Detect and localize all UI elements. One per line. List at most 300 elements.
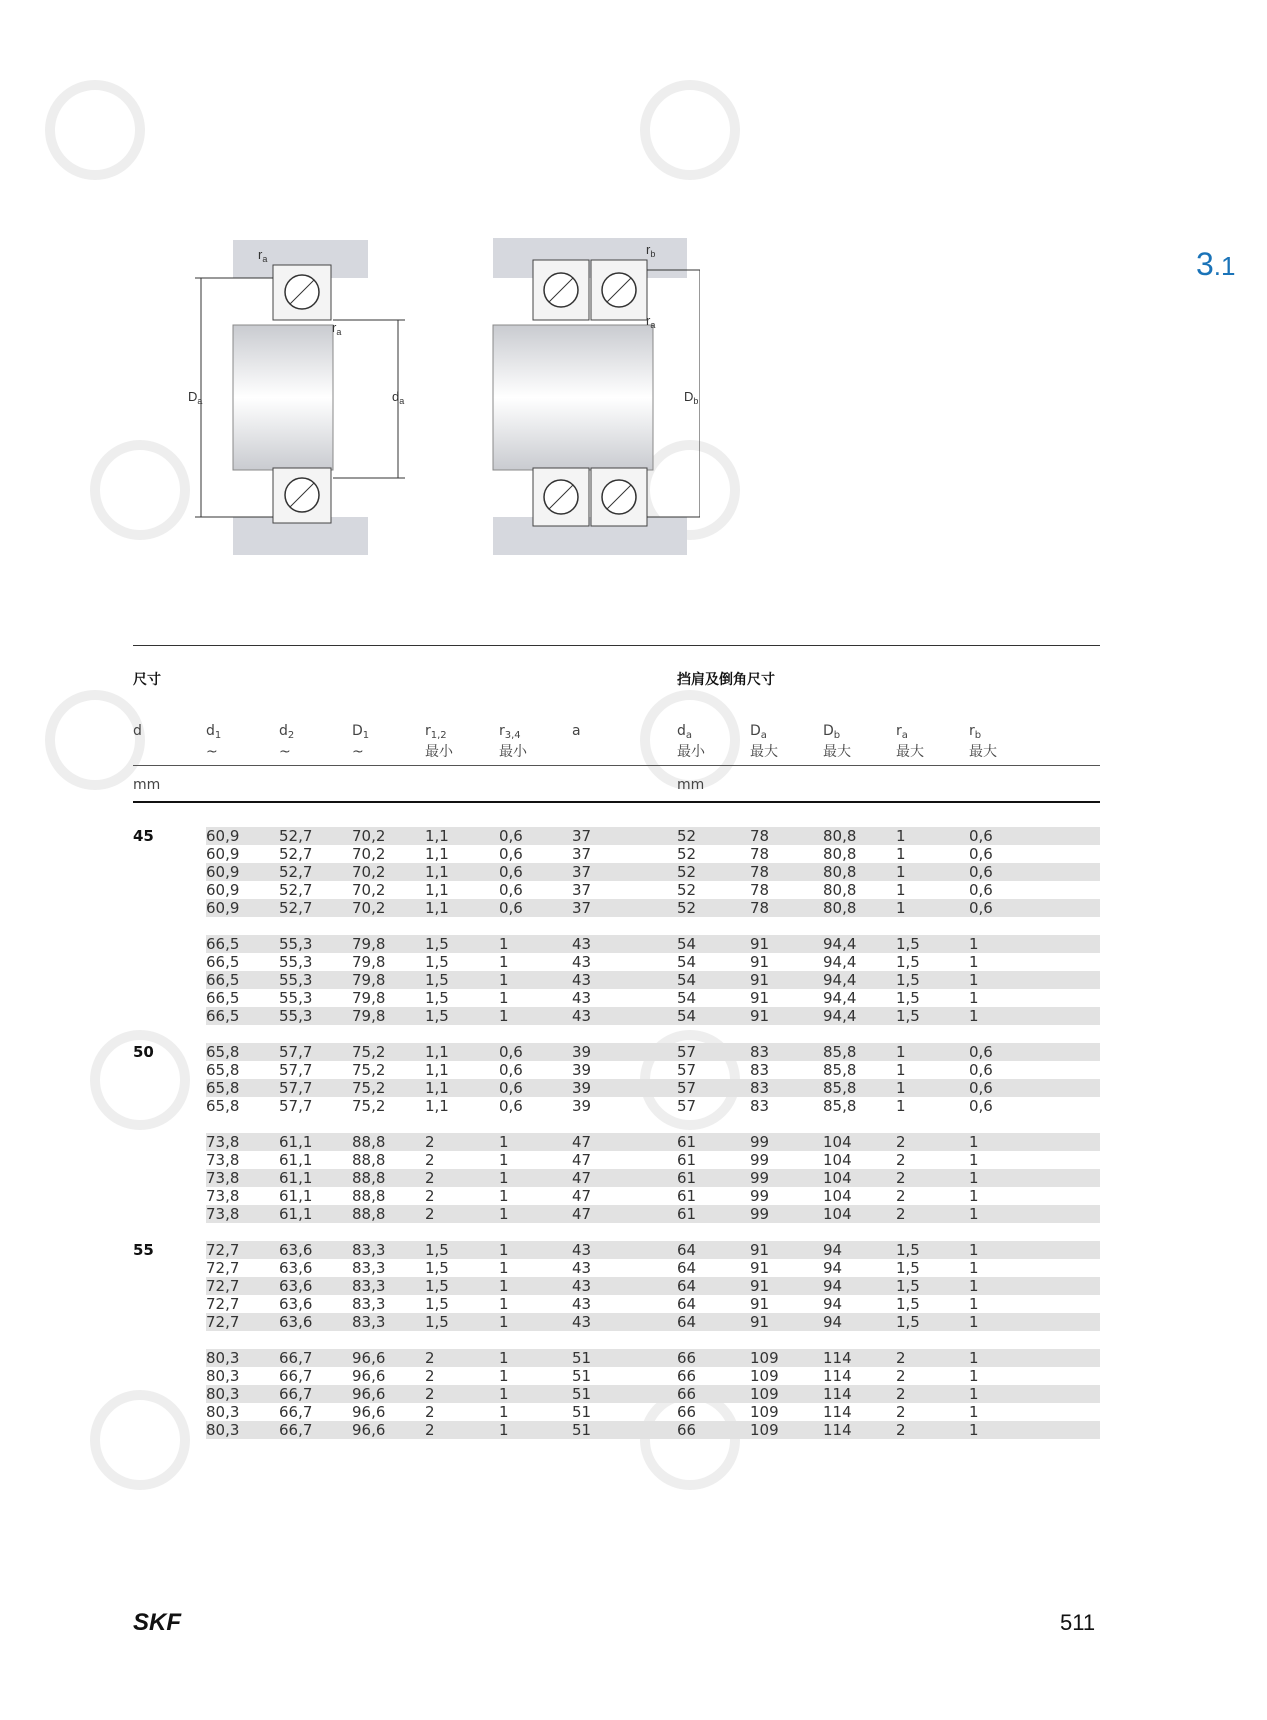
cell-ra: 2 [896, 1169, 906, 1187]
cell-r34: 0,6 [499, 827, 523, 845]
table-row [206, 1079, 1100, 1097]
cell-r12: 2 [425, 1349, 435, 1367]
cell-a: 37 [572, 881, 592, 899]
column-header-label: r [896, 723, 902, 739]
cell-rb: 1 [969, 1151, 979, 1169]
cell-a: 43 [572, 1295, 592, 1313]
cell-a: 51 [572, 1367, 592, 1385]
cell-r12: 1,5 [425, 1259, 449, 1277]
cell-d2: 55,3 [279, 1007, 313, 1025]
column-header-D1 [352, 723, 369, 761]
cell-da: 61 [677, 1187, 697, 1205]
column-header-label: a [572, 723, 581, 739]
cell-a: 43 [572, 1277, 592, 1295]
column-header-qualifier: 最大 [896, 744, 924, 760]
cell-Da: 78 [750, 899, 770, 917]
column-header-label: D [352, 723, 363, 739]
table-row [206, 899, 1100, 917]
table-row [206, 845, 1100, 863]
table-row [206, 989, 1100, 1007]
cell-r12: 1,5 [425, 1277, 449, 1295]
cell-r34: 1 [499, 1313, 509, 1331]
table-row [206, 1367, 1100, 1385]
cell-da: 52 [677, 863, 697, 881]
cell-da: 64 [677, 1313, 697, 1331]
table-row [206, 971, 1100, 989]
cell-a: 51 [572, 1403, 592, 1421]
cell-da: 64 [677, 1241, 697, 1259]
thick-rule [133, 801, 1100, 803]
cell-d1: 73,8 [206, 1187, 240, 1205]
column-header-qualifier: ~ [206, 744, 218, 760]
column-header-qualifier: 最小 [499, 744, 527, 760]
cell-r34: 1 [499, 1349, 509, 1367]
cell-d2: 57,7 [279, 1043, 313, 1061]
column-header-r12 [425, 723, 453, 761]
cell-da: 52 [677, 899, 697, 917]
cell-Da: 99 [750, 1151, 770, 1169]
table-row [206, 1421, 1100, 1439]
cell-r12: 2 [425, 1187, 435, 1205]
column-header-subscript: a [901, 730, 908, 741]
cell-d1: 65,8 [206, 1097, 240, 1115]
cell-Da: 99 [750, 1187, 770, 1205]
cell-Da: 109 [750, 1367, 779, 1385]
cell-d1: 72,7 [206, 1277, 240, 1295]
cell-ra: 1 [896, 827, 906, 845]
cell-D1: 70,2 [352, 827, 386, 845]
cell-Db: 94 [823, 1277, 843, 1295]
cell-ra: 2 [896, 1349, 906, 1367]
cell-d2: 52,7 [279, 881, 313, 899]
cell-d1: 73,8 [206, 1151, 240, 1169]
table-row [206, 1133, 1100, 1151]
cell-Db: 94 [823, 1295, 843, 1313]
column-header-subscript: 1,2 [430, 730, 447, 741]
cell-da: 64 [677, 1259, 697, 1277]
cell-a: 43 [572, 935, 592, 953]
cell-D1: 88,8 [352, 1205, 386, 1223]
cell-d1: 73,8 [206, 1205, 240, 1223]
cell-Db: 80,8 [823, 827, 857, 845]
column-header-qualifier: 最大 [823, 744, 851, 760]
cell-d2: 61,1 [279, 1151, 313, 1169]
cell-ra: 1,5 [896, 1007, 920, 1025]
cell-rb: 0,6 [969, 1097, 993, 1115]
cell-da: 52 [677, 827, 697, 845]
cell-d1: 80,3 [206, 1403, 240, 1421]
cell-r34: 0,6 [499, 881, 523, 899]
cell-r12: 1,5 [425, 1007, 449, 1025]
cell-r34: 1 [499, 1187, 509, 1205]
cell-r34: 1 [499, 989, 509, 1007]
column-header-label: d [677, 723, 686, 739]
cell-d2: 52,7 [279, 845, 313, 863]
cell-da: 57 [677, 1079, 697, 1097]
cell-d1: 66,5 [206, 989, 240, 1007]
cell-r12: 2 [425, 1205, 435, 1223]
cell-r34: 0,6 [499, 1079, 523, 1097]
group-header-abutment: 挡肩及倒角尺寸 [677, 672, 775, 688]
table-row [206, 1151, 1100, 1169]
cell-D1: 79,8 [352, 971, 386, 989]
cell-d2: 63,6 [279, 1313, 313, 1331]
cell-ra: 1,5 [896, 1295, 920, 1313]
cell-Db: 94,4 [823, 989, 857, 1007]
cell-D1: 96,6 [352, 1367, 386, 1385]
cell-Db: 94 [823, 1241, 843, 1259]
cell-r12: 2 [425, 1421, 435, 1439]
cell-d2: 61,1 [279, 1187, 313, 1205]
column-header-d1 [206, 723, 221, 761]
cell-d1: 60,9 [206, 881, 240, 899]
cell-rb: 0,6 [969, 881, 993, 899]
cell-d2: 66,7 [279, 1385, 313, 1403]
cell-Db: 104 [823, 1205, 852, 1223]
cell-Db: 94 [823, 1259, 843, 1277]
column-header-rb [969, 723, 997, 761]
cell-a: 39 [572, 1097, 592, 1115]
cell-a: 39 [572, 1043, 592, 1061]
cell-a: 37 [572, 827, 592, 845]
cell-r12: 1,5 [425, 953, 449, 971]
column-header-label: d [206, 723, 215, 739]
cell-d2: 52,7 [279, 827, 313, 845]
cell-Db: 94,4 [823, 1007, 857, 1025]
cell-ra: 2 [896, 1187, 906, 1205]
cell-Db: 85,8 [823, 1097, 857, 1115]
cell-da: 57 [677, 1097, 697, 1115]
cell-d1: 72,7 [206, 1295, 240, 1313]
column-header-label: d [279, 723, 288, 739]
cell-D1: 70,2 [352, 899, 386, 917]
cell-Da: 78 [750, 863, 770, 881]
cell-Db: 94 [823, 1313, 843, 1331]
cell-da: 66 [677, 1385, 697, 1403]
cell-d2: 55,3 [279, 971, 313, 989]
left-arrangement [188, 240, 405, 555]
cell-a: 43 [572, 1241, 592, 1259]
bore-diameter-label: 55 [133, 1241, 154, 1259]
cell-Db: 85,8 [823, 1043, 857, 1061]
cell-D1: 88,8 [352, 1169, 386, 1187]
cell-Db: 85,8 [823, 1061, 857, 1079]
cell-D1: 83,3 [352, 1241, 386, 1259]
cell-rb: 1 [969, 935, 979, 953]
cell-d1: 72,7 [206, 1313, 240, 1331]
cell-a: 37 [572, 899, 592, 917]
column-header-subscript: 2 [287, 730, 295, 741]
cell-D1: 75,2 [352, 1061, 386, 1079]
page-number: 511 [1060, 1610, 1096, 1635]
cell-da: 54 [677, 953, 697, 971]
cell-D1: 70,2 [352, 881, 386, 899]
table-row [206, 1061, 1100, 1079]
cell-ra: 2 [896, 1403, 906, 1421]
cell-d2: 57,7 [279, 1079, 313, 1097]
cell-Da: 99 [750, 1205, 770, 1223]
cell-r34: 1 [499, 1169, 509, 1187]
cell-a: 43 [572, 1007, 592, 1025]
cell-Db: 85,8 [823, 1079, 857, 1097]
cell-da: 54 [677, 935, 697, 953]
cell-r34: 1 [499, 1385, 509, 1403]
section-number: 3.1 [1196, 246, 1236, 282]
cell-da: 54 [677, 1007, 697, 1025]
cell-r12: 2 [425, 1367, 435, 1385]
table-row [206, 881, 1100, 899]
table-row [206, 1205, 1100, 1223]
table-row [206, 827, 1100, 845]
table-row [206, 1097, 1100, 1115]
cell-Da: 109 [750, 1403, 779, 1421]
cell-da: 61 [677, 1133, 697, 1151]
table-row [206, 1043, 1100, 1061]
cell-da: 54 [677, 971, 697, 989]
cell-D1: 83,3 [352, 1259, 386, 1277]
cell-a: 47 [572, 1151, 592, 1169]
header-rule [133, 765, 1100, 766]
cell-Db: 80,8 [823, 899, 857, 917]
cell-Db: 94,4 [823, 935, 857, 953]
cell-ra: 1 [896, 863, 906, 881]
column-header-subscript: a [760, 730, 767, 741]
cell-rb: 1 [969, 1169, 979, 1187]
cell-r12: 2 [425, 1151, 435, 1169]
svg-text:ra: $r_a$ [332, 320, 342, 337]
cell-a: 47 [572, 1133, 592, 1151]
cell-Db: 104 [823, 1187, 852, 1205]
cell-Db: 114 [823, 1403, 852, 1421]
cell-ra: 1 [896, 1097, 906, 1115]
cell-d2: 52,7 [279, 863, 313, 881]
cell-D1: 88,8 [352, 1133, 386, 1151]
cell-r12: 1,5 [425, 1313, 449, 1331]
cell-a: 51 [572, 1385, 592, 1403]
cell-Da: 91 [750, 953, 770, 971]
cell-Da: 109 [750, 1385, 779, 1403]
cell-da: 66 [677, 1403, 697, 1421]
cell-da: 66 [677, 1349, 697, 1367]
cell-d1: 80,3 [206, 1421, 240, 1439]
cell-r34: 1 [499, 1151, 509, 1169]
cell-d1: 65,8 [206, 1043, 240, 1061]
cell-ra: 1,5 [896, 953, 920, 971]
table-row [206, 1349, 1100, 1367]
cell-r34: 0,6 [499, 899, 523, 917]
cell-d1: 66,5 [206, 935, 240, 953]
cell-rb: 1 [969, 1313, 979, 1331]
cell-r34: 1 [499, 1133, 509, 1151]
column-header-subscript: 1 [214, 730, 222, 741]
cell-Da: 91 [750, 1295, 770, 1313]
cell-r12: 1,5 [425, 1241, 449, 1259]
bore-diameter-label: 50 [133, 1043, 154, 1061]
cell-d1: 73,8 [206, 1169, 240, 1187]
cell-D1: 70,2 [352, 863, 386, 881]
column-header-r34 [499, 723, 527, 761]
svg-text:ra: $r_a$ [258, 247, 268, 264]
cell-Da: 91 [750, 1277, 770, 1295]
mounting-diagram [180, 230, 700, 560]
cell-r34: 1 [499, 1205, 509, 1223]
cell-D1: 79,8 [352, 953, 386, 971]
cell-d2: 63,6 [279, 1277, 313, 1295]
column-header-label: d [133, 723, 142, 739]
cell-Db: 114 [823, 1367, 852, 1385]
column-header-qualifier: 最小 [677, 744, 705, 760]
column-header-d2 [279, 723, 294, 761]
cell-ra: 1,5 [896, 1259, 920, 1277]
cell-ra: 1,5 [896, 989, 920, 1007]
cell-d1: 66,5 [206, 953, 240, 971]
cell-r34: 1 [499, 1295, 509, 1313]
cell-r12: 1,5 [425, 989, 449, 1007]
cell-d1: 73,8 [206, 1133, 240, 1151]
cell-r12: 1,1 [425, 863, 449, 881]
cell-D1: 96,6 [352, 1349, 386, 1367]
cell-Db: 94,4 [823, 953, 857, 971]
cell-ra: 2 [896, 1367, 906, 1385]
cell-Da: 99 [750, 1169, 770, 1187]
table-row [206, 935, 1100, 953]
cell-a: 43 [572, 1259, 592, 1277]
cell-rb: 0,6 [969, 1079, 993, 1097]
cell-r12: 1,5 [425, 935, 449, 953]
cell-r12: 1,5 [425, 971, 449, 989]
table-row [206, 1403, 1100, 1421]
cell-d2: 66,7 [279, 1421, 313, 1439]
cell-Da: 78 [750, 881, 770, 899]
cell-Db: 80,8 [823, 881, 857, 899]
column-header-label: r [499, 723, 505, 739]
cell-da: 57 [677, 1061, 697, 1079]
column-header-qualifier: 最大 [969, 744, 997, 760]
cell-Da: 83 [750, 1079, 770, 1097]
cell-rb: 0,6 [969, 827, 993, 845]
table-row [206, 863, 1100, 881]
cell-d2: 66,7 [279, 1367, 313, 1385]
cell-ra: 1 [896, 1043, 906, 1061]
column-header-Db [823, 723, 851, 761]
cell-r12: 1,1 [425, 899, 449, 917]
column-header-a [572, 723, 581, 740]
unit-right: mm [677, 777, 705, 793]
cell-d2: 55,3 [279, 935, 313, 953]
cell-da: 64 [677, 1295, 697, 1313]
svg-text:Db: $D_b$ [684, 389, 699, 406]
column-header-qualifier: ~ [279, 744, 291, 760]
svg-text:da: $d_a$ [392, 389, 405, 406]
cell-d2: 63,6 [279, 1295, 313, 1313]
cell-D1: 96,6 [352, 1385, 386, 1403]
cell-rb: 1 [969, 1421, 979, 1439]
cell-Da: 109 [750, 1349, 779, 1367]
cell-r34: 1 [499, 953, 509, 971]
cell-D1: 96,6 [352, 1421, 386, 1439]
cell-rb: 1 [969, 989, 979, 1007]
cell-Da: 78 [750, 845, 770, 863]
table-row [206, 1007, 1100, 1025]
cell-d2: 61,1 [279, 1169, 313, 1187]
cell-r34: 1 [499, 1259, 509, 1277]
cell-Db: 104 [823, 1151, 852, 1169]
cell-rb: 0,6 [969, 1061, 993, 1079]
cell-r34: 0,6 [499, 863, 523, 881]
column-header-label: D [823, 723, 834, 739]
column-header-subscript: 3,4 [504, 730, 521, 741]
cell-r12: 1,1 [425, 1061, 449, 1079]
cell-D1: 79,8 [352, 935, 386, 953]
cell-rb: 0,6 [969, 845, 993, 863]
cell-ra: 2 [896, 1385, 906, 1403]
column-header-label: r [425, 723, 431, 739]
column-header-ra [896, 723, 924, 761]
cell-Da: 91 [750, 1313, 770, 1331]
cell-a: 43 [572, 953, 592, 971]
cell-D1: 79,8 [352, 989, 386, 1007]
cell-rb: 1 [969, 1277, 979, 1295]
cell-rb: 1 [969, 1349, 979, 1367]
cell-rb: 1 [969, 1007, 979, 1025]
cell-d2: 52,7 [279, 899, 313, 917]
cell-r34: 1 [499, 1277, 509, 1295]
cell-r34: 1 [499, 1367, 509, 1385]
cell-d2: 66,7 [279, 1349, 313, 1367]
cell-r34: 1 [499, 935, 509, 953]
cell-Da: 83 [750, 1097, 770, 1115]
cell-a: 39 [572, 1079, 592, 1097]
cell-a: 43 [572, 989, 592, 1007]
cell-r34: 1 [499, 1241, 509, 1259]
cell-d1: 66,5 [206, 971, 240, 989]
column-header-subscript: b [833, 730, 841, 741]
cell-ra: 1,5 [896, 1277, 920, 1295]
column-header-subscript: b [974, 730, 982, 741]
cell-d1: 66,5 [206, 1007, 240, 1025]
cell-ra: 2 [896, 1421, 906, 1439]
cell-rb: 1 [969, 1133, 979, 1151]
cell-d2: 55,3 [279, 953, 313, 971]
cell-Db: 114 [823, 1421, 852, 1439]
cell-Da: 91 [750, 1259, 770, 1277]
table-row [206, 1295, 1100, 1313]
cell-rb: 1 [969, 953, 979, 971]
table-row [206, 953, 1100, 971]
cell-rb: 0,6 [969, 1043, 993, 1061]
cell-d1: 80,3 [206, 1367, 240, 1385]
cell-da: 57 [677, 1043, 697, 1061]
cell-ra: 2 [896, 1133, 906, 1151]
cell-D1: 75,2 [352, 1079, 386, 1097]
cell-rb: 1 [969, 1205, 979, 1223]
cell-D1: 79,8 [352, 1007, 386, 1025]
table-row [206, 1277, 1100, 1295]
table-row [206, 1385, 1100, 1403]
cell-a: 47 [572, 1187, 592, 1205]
table-row [206, 1169, 1100, 1187]
cell-rb: 1 [969, 1367, 979, 1385]
cell-ra: 1 [896, 899, 906, 917]
cell-r34: 1 [499, 1403, 509, 1421]
cell-r34: 0,6 [499, 845, 523, 863]
cell-Da: 91 [750, 989, 770, 1007]
column-header-qualifier: 最小 [425, 744, 453, 760]
cell-da: 66 [677, 1421, 697, 1439]
cell-Da: 91 [750, 971, 770, 989]
column-header-qualifier: 最大 [750, 744, 778, 760]
cell-Db: 114 [823, 1349, 852, 1367]
